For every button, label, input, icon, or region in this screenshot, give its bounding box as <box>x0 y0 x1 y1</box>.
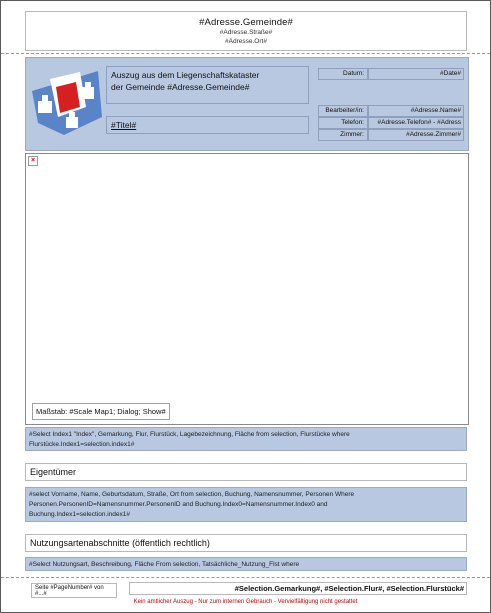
header-strasse: #Adresse.Straße# <box>219 29 273 36</box>
flurstuecke-query[interactable] <box>25 427 467 451</box>
map-frame[interactable] <box>25 153 469 425</box>
eigentuemer-query[interactable] <box>25 487 467 522</box>
query-line: #select Vorname, Name, Geburtsdatum, Straße, Ort from selection, Buchung, Namensnummer, Personen Where <box>29 491 355 498</box>
datum-value[interactable]: #Date# <box>368 68 464 80</box>
nutzung-heading[interactable]: Nutzungsartenabschnitte (öffentlich rechtlich) <box>25 534 467 552</box>
broken-image-icon: × <box>28 156 38 166</box>
info-panel <box>25 57 469 151</box>
telefon-value[interactable]: #Adresse.Telefon# - #Adress <box>368 117 464 129</box>
disclaimer-text: Kein amtlicher Auszug - Nur zum internen Gebrauch - Vervielfältigung nicht gestattet <box>133 599 358 605</box>
page-number-line: Seite #PageNumber# von <box>35 585 104 591</box>
eigentuemer-heading[interactable]: Eigentümer <box>25 463 467 481</box>
datum-label: Datum: <box>318 68 368 80</box>
extract-line-2: der Gemeinde #Adresse.Gemeinde# <box>111 82 250 92</box>
address-header[interactable] <box>25 11 467 51</box>
band-separator <box>1 577 490 578</box>
header-gemeinde: #Adresse.Gemeinde# <box>199 17 293 28</box>
query-line: Buchung.Index1=selection.index1# <box>29 511 131 518</box>
bearbeiter-value[interactable]: #Adresse.Name# <box>368 105 464 117</box>
query-line: #Select Index1 "Index", Gemarkung, Flur, Flurstück, Lagebezeichnung, Fläche from selection, Flurstücke where <box>29 431 350 438</box>
nutzung-query[interactable] <box>25 557 467 571</box>
scale-field[interactable]: Maßstab: #Scale Map1; Dialog; Show# <box>32 403 170 420</box>
query-line: Flurstücke.Index1=selection.index1# <box>29 441 135 448</box>
coat-of-arms-icon <box>28 67 104 137</box>
zimmer-value[interactable]: #Adresse.Zimmer# <box>368 129 464 141</box>
query-line: #Select Nutzungsart, Beschreibung, Fläche From selection, Tatsächliche_Nutzung_Flst where <box>29 561 300 568</box>
query-line: Personen.PersonenID=Namensnummer.PersonenID and Buchung.Index0=Namensnummer.Index0 and <box>29 501 328 508</box>
page-number-line: #...# <box>35 591 47 597</box>
extract-line-1: Auszug aus dem Liegenschaftskataster <box>111 70 260 80</box>
extract-title-box[interactable] <box>106 66 309 104</box>
header-ort: #Adresse.Ort# <box>225 38 267 45</box>
titel-field[interactable]: #Titel# <box>106 116 309 134</box>
zimmer-label: Zimmer: <box>318 129 368 141</box>
bearbeiter-label: Bearbeiter/in: <box>318 105 368 117</box>
selection-field[interactable]: #Selection.Gemarkung#, #Selection.Flur#, #Selection.Flurstück# <box>129 582 467 595</box>
telefon-label: Telefon: <box>318 117 368 129</box>
page-number-field[interactable] <box>31 583 117 598</box>
band-separator <box>1 53 490 54</box>
coat-of-arms-logo[interactable] <box>28 67 104 137</box>
